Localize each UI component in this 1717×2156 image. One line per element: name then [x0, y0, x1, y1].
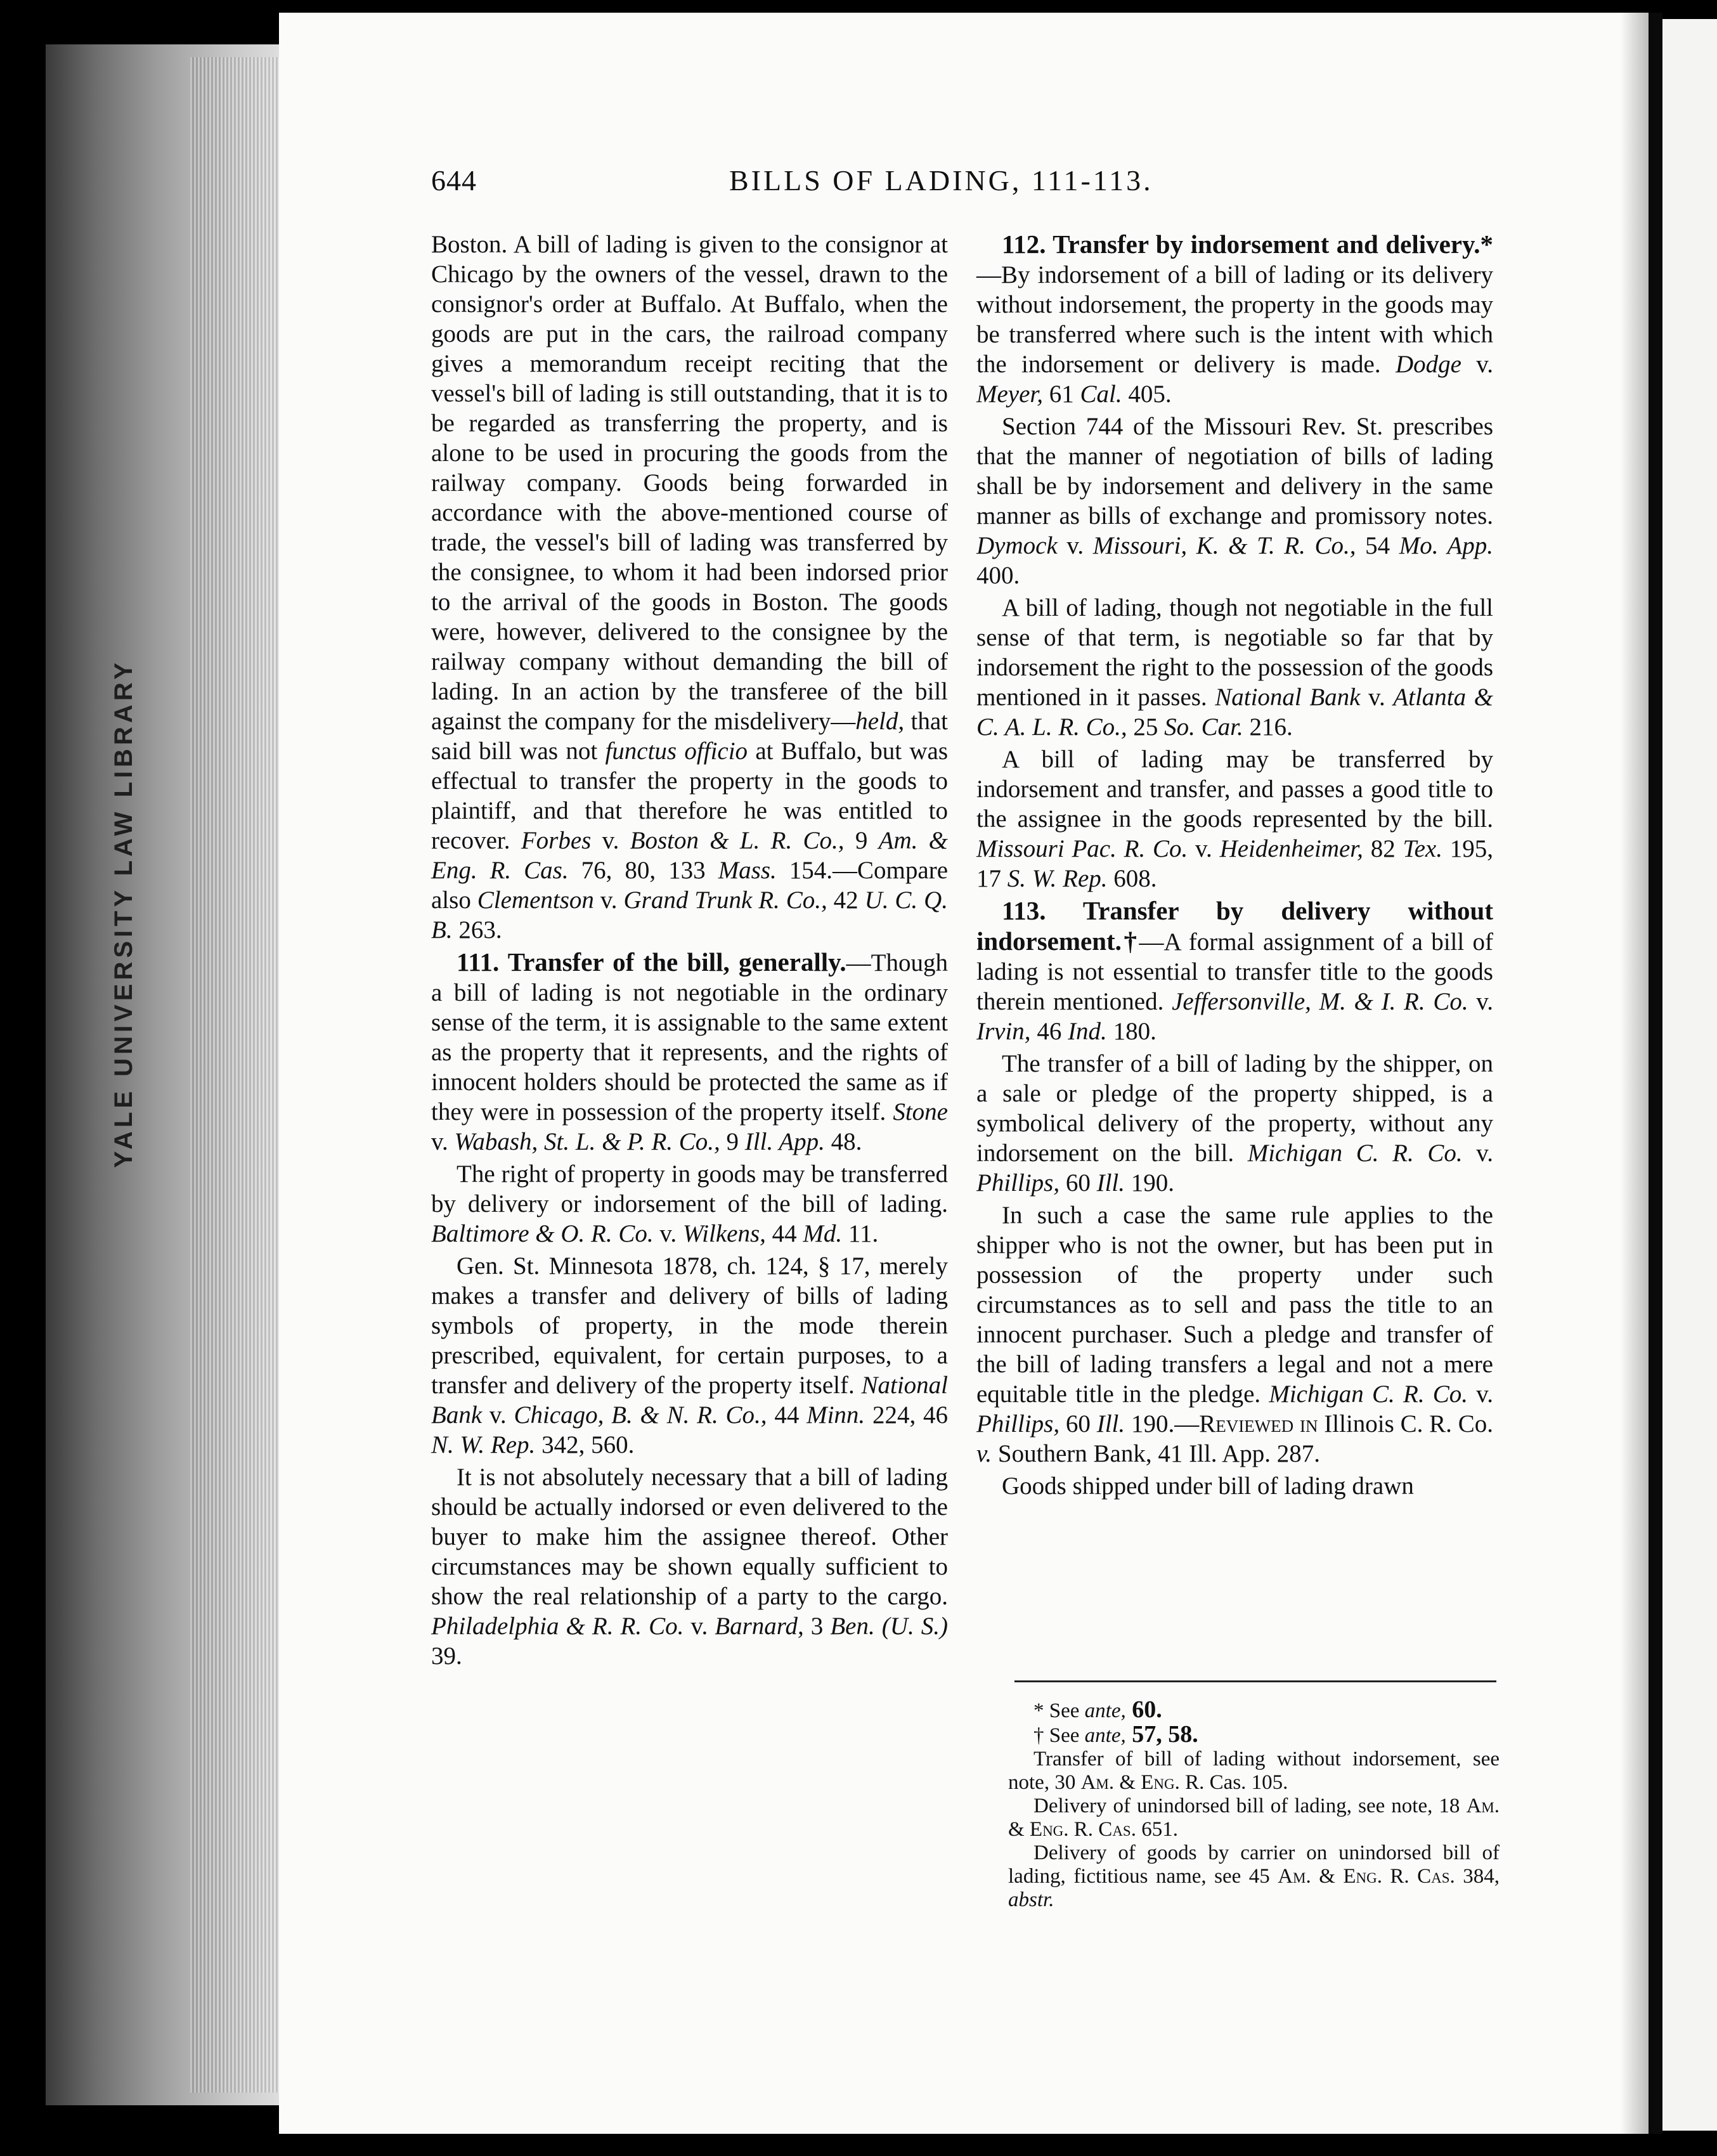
facing-page-edge	[1662, 19, 1717, 2131]
footnote: † See ante, 57, 58.	[1033, 1721, 1198, 1748]
footnote: * See ante, 60.	[1033, 1696, 1162, 1723]
page-edge-stripes	[190, 57, 285, 2093]
paragraph: Goods shipped under bill of lading drawn	[1002, 1472, 1414, 1500]
section-112: 112. Transfer by indorsement and delivery.*—By indorsement of a bill of lading or its delivery without indorsement, the property in the goods may be transferred where such is the intent with which the indorsement or delivery is made. Dodge v. Meyer, 61 Cal. 405.	[976, 230, 1494, 408]
footnote: Delivery of goods by carrier on unindorsed bill of lading, fictitious name, see 45 Am. & Eng. R. Cas. 384, abstr.	[1008, 1841, 1500, 1911]
left-column	[431, 230, 948, 1673]
page-number: 644	[431, 164, 477, 197]
section-111: 111. Transfer of the bill, generally.—Though a bill of lading is not negotiable in the ordinary sense of the term, it is assignable to the same extent as the property that it represents, and the rights of innocent holders should be protected the same as if they were in possession of the property itself. Stone v. Wabash, St. L. & P. R. Co., 9 Ill. App. 48.	[431, 947, 948, 1155]
footnote-rule	[1014, 1680, 1496, 1682]
library-stamp-text: YALE UNIVERSITY LAW LIBRARY	[109, 658, 138, 1168]
section-113: 113. Transfer by delivery without indorsement.†—A formal assignment of a bill of lading is not essential to transfer title to the goods therein mentioned. Jeffersonville, M. & I. R. Co. v. Irvin, 46 Ind. 180.	[976, 896, 1494, 1045]
paragraph: The right of property in goods may be transferred by delivery or indorsement of the bill of lading. Baltimore & O. R. Co. v. Wilkens, 44 Md. 11.	[431, 1160, 948, 1247]
running-head: BILLS OF LADING, 111-113.	[729, 164, 1153, 197]
section-heading: 112. Transfer by indorsement and delivery.*	[1002, 230, 1493, 259]
footnote: Delivery of unindorsed bill of lading, see note, 18 Am. & Eng. R. Cas. 651.	[1008, 1795, 1500, 1841]
page-gap	[1649, 13, 1662, 2134]
page-gutter-shadow	[1620, 13, 1649, 2134]
section-heading: 111. Transfer of the bill, generally.	[457, 947, 846, 977]
paragraph: In such a case the same rule applies to the shipper who is not the owner, but has been put in possession of the property under such circumstances as to sell and pass the title to an innocent purchaser. Such a pledge and transfer of the bill of lading transfers a legal and not a mere equitable title in the pledge. Michigan C. R. Co. v. Phillips, 60 Ill. 190.—Reviewed in Illinois C. R. Co. v. Southern Bank, 41 Ill. App. 287.	[976, 1202, 1494, 1467]
library-stamp	[107, 628, 141, 1198]
right-column	[976, 230, 1493, 1503]
footnotes	[1008, 1698, 1500, 1912]
footnote: Transfer of bill of lading without indorsement, see note, 30 Am. & Eng. R. Cas. 105.	[1008, 1748, 1500, 1794]
paragraph: It is not absolutely necessary that a bill of lading should be actually indorsed or even delivered to the buyer to make him the assignee thereof. Other circumstances may be shown equally sufficient to show the real relationship of a party to the cargo. Philadelphia & R. R. Co. v. Barnard, 3 Ben. (U. S.) 39.	[431, 1464, 948, 1670]
paragraph: Gen. St. Minnesota 1878, ch. 124, § 17, merely makes a transfer and delivery of bills of lading symbols of property, in the mode therein prescribed, equivalent, for certain purposes, to a transfer and delivery of the property itself. National Bank v. Chicago, B. & N. R. Co., 44 Minn. 224, 46 N. W. Rep. 342, 560.	[431, 1252, 949, 1458]
section-heading: 113. Transfer by delivery without indorsement.†	[976, 896, 1493, 956]
paragraph: Section 744 of the Missouri Rev. St. prescribes that the manner of negotiation of bills of lading shall be by indorsement and delivery in the same manner as bills of exchange and promissory notes. Dymock v. Missouri, K. & T. R. Co., 54 Mo. App. 400.	[976, 413, 1494, 589]
paragraph: A bill of lading, though not negotiable in the full sense of that term, is negotiable so far that by indorsement the right to the possession of the goods mentioned in it passes. National Bank v. Atlanta & C. A. L. R. Co., 25 So. Car. 216.	[976, 594, 1493, 741]
paragraph: A bill of lading may be transferred by indorsement and transfer, and passes a good title to the assignee in the goods represented by the bill. Missouri Pac. R. Co. v. Heidenheimer, 82 Tex. 195, 17 S. W. Rep. 608.	[976, 746, 1494, 892]
paragraph: Boston. A bill of lading is given to the consignor at Chicago by the owners of the vessel, drawn to the consignor's order at Buffalo. At Buffalo, when the goods are put in the cars, the railroad company gives a memorandum receipt reciting that the vessel's bill of lading is still outstanding, that it is to be regarded as transferring the property, and is alone to be used in procuring the goods from the railway company. Goods being forwarded in accordance with the above-mentioned course of trade, the vessel's bill of lading was transferred by the consignee, to whom it had been indorsed prior to the arrival of the goods in Boston. The goods were, however, delivered to the consignee by the railway company without demanding the bill of lading. In an action by the transferee of the bill against the company for the misdelivery—held, that said bill was not functus officio at Buffalo, but was effectual to transfer the property in the goods to plaintiff, and that therefore he was entitled to recover. Forbes v. Boston & L. R. Co., 9 Am. & Eng. R. Cas. 76, 80, 133 Mass. 154.—Compare also Clementson v. Grand Trunk R. Co., 42 U. C. Q. B. 263.	[431, 231, 949, 944]
paragraph: The transfer of a bill of lading by the shipper, on a sale or pledge of the property shipped, is a symbolical delivery of the property, without any indorsement on the bill. Michigan C. R. Co. v. Phillips, 60 Ill. 190.	[976, 1050, 1493, 1197]
